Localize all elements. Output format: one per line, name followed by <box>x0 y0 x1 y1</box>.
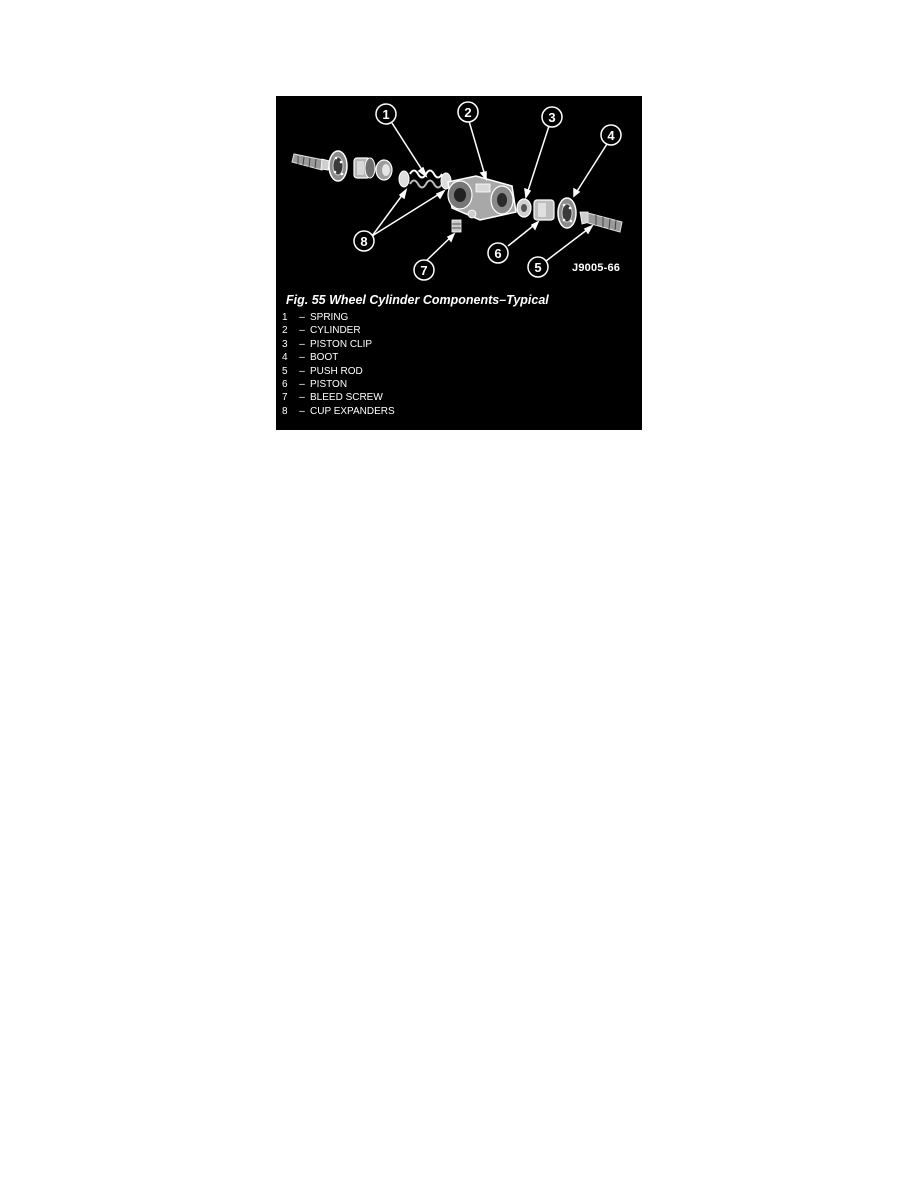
svg-text:5: 5 <box>534 260 542 275</box>
wheel-cylinder-figure <box>276 96 642 430</box>
svg-text:3: 3 <box>548 110 556 125</box>
exploded-view-diagram <box>276 96 642 286</box>
piston-left <box>354 158 375 178</box>
cylinder-body <box>448 176 516 220</box>
callout-6 <box>488 243 508 263</box>
bleed-screw <box>452 220 461 232</box>
svg-text:2: 2 <box>464 105 472 120</box>
svg-text:8: 8 <box>360 234 368 249</box>
cup-left <box>376 160 392 180</box>
push-rod-left <box>292 154 330 170</box>
legend-item: 6 – PISTON <box>282 379 348 391</box>
figure-title: Fig. 55 Wheel Cylinder Components–Typical <box>286 293 549 307</box>
callout-5 <box>528 257 548 277</box>
svg-text:7: 7 <box>420 263 428 278</box>
figure-code: J9005-66 <box>572 262 621 274</box>
legend-item: 1 – SPRING <box>282 312 349 323</box>
legend-item: 5 – PUSH ROD <box>282 365 363 377</box>
callout-7 <box>414 260 434 280</box>
callout-8 <box>354 231 374 251</box>
legend-item: 8 – CUP EXPANDERS <box>282 405 395 417</box>
boot-right <box>558 198 576 228</box>
callout-1 <box>376 104 396 124</box>
parts-legend <box>282 311 395 418</box>
boot-left <box>329 151 347 181</box>
svg-text:6: 6 <box>494 246 502 261</box>
svg-text:4: 4 <box>607 128 615 143</box>
legend-item: 4 – BOOT <box>282 352 339 364</box>
callout-2 <box>458 102 478 122</box>
legend-item: 3 – PISTON CLIP <box>282 338 373 350</box>
svg-text:1: 1 <box>382 107 390 122</box>
legend-item: 2 – CYLINDER <box>282 325 361 337</box>
legend-item: 7 – BLEED SCREW <box>282 392 383 404</box>
callout-3 <box>542 107 562 127</box>
callout-4 <box>601 125 621 145</box>
piston-right <box>534 200 554 220</box>
piston-clip <box>517 199 531 217</box>
